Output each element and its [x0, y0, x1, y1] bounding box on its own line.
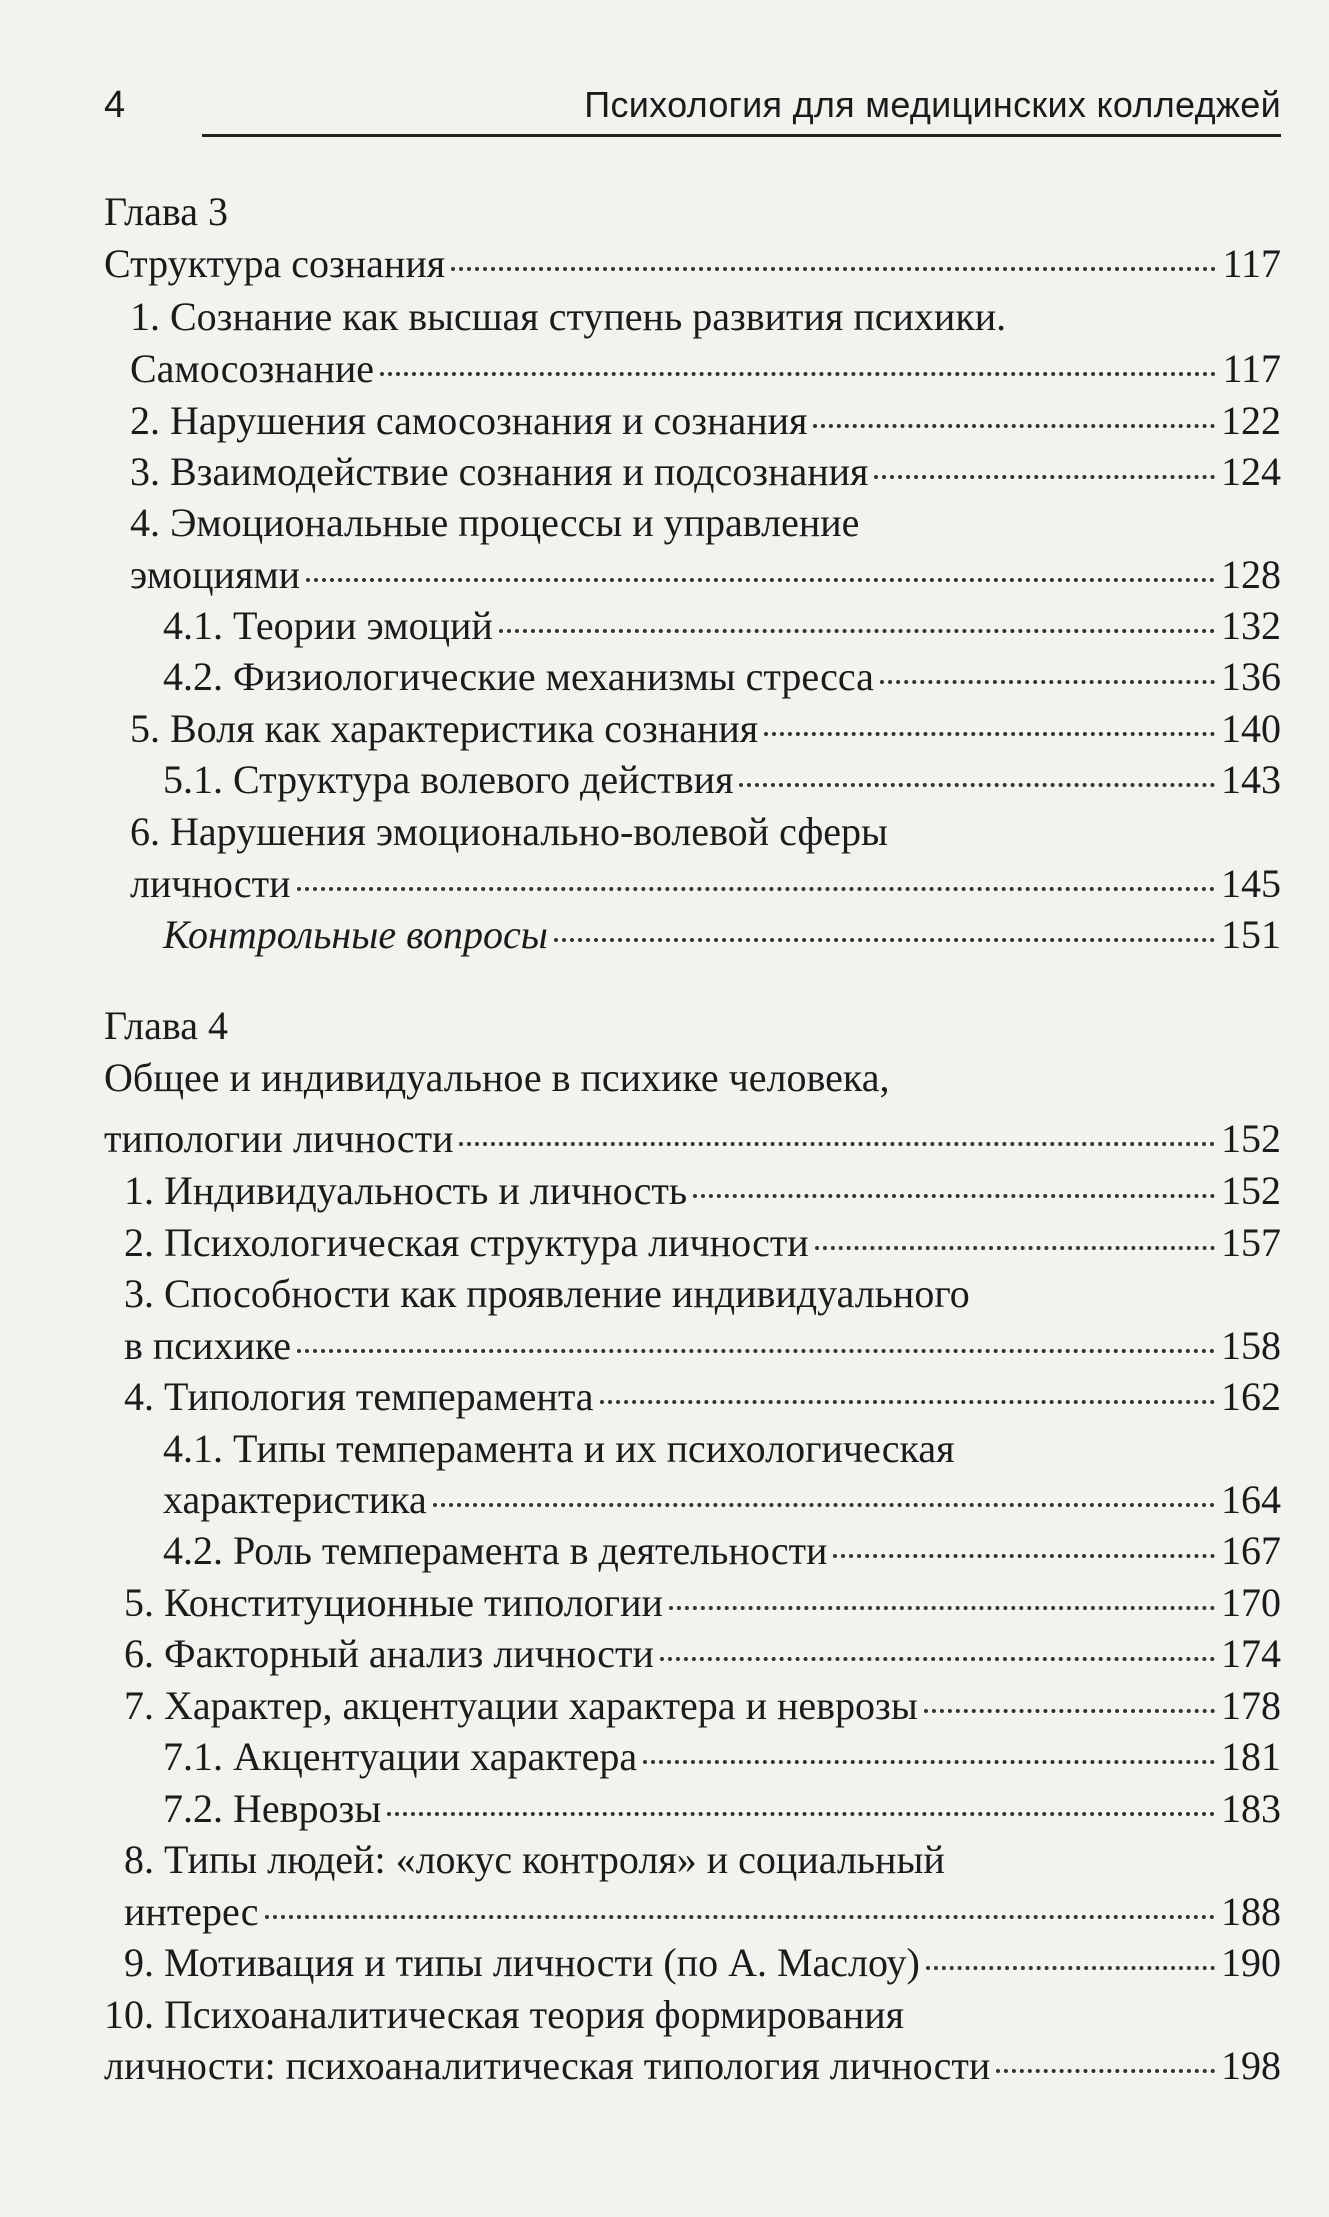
leader-dots: [660, 1657, 1215, 1661]
entry-page-number: 122: [1221, 398, 1281, 443]
page-number: 4: [104, 84, 126, 126]
running-title: Психология для медицинских колледжей: [584, 84, 1281, 125]
toc-entry-line[interactable]: 4.1. Типы темперамента и их психологическая: [163, 1426, 955, 1471]
entry-page-number: 190: [1221, 1940, 1281, 1985]
leader-dots: [880, 680, 1215, 684]
leader-dots: [926, 1966, 1215, 1970]
toc-entry[interactable]: 7.1. Акцентуации характера 181: [0, 1731, 1281, 1783]
leader-dots: [451, 267, 1216, 271]
leader-dots: [924, 1709, 1215, 1713]
entry-page-number: 164: [1221, 1477, 1281, 1522]
entry-page-number: 178: [1221, 1683, 1281, 1728]
toc-entry-line[interactable]: 6. Нарушения эмоционально-волевой сферы: [130, 809, 888, 854]
toc-entry[interactable]: 2. Нарушения самосознания и сознания 122: [0, 395, 1281, 447]
entry-page-number: 136: [1221, 654, 1281, 699]
entry-page-number: 174: [1221, 1631, 1281, 1676]
leader-dots: [764, 732, 1215, 736]
chapter-label: Глава 3: [104, 189, 228, 234]
toc-entry[interactable]: 5.1. Структура волевого действия 143: [0, 754, 1281, 806]
entry-page-number: 181: [1221, 1734, 1281, 1779]
toc-entry-line[interactable]: 1. Сознание как высшая ступень развития психики.: [130, 294, 1007, 339]
leader-dots: [380, 372, 1216, 376]
toc-entry[interactable]: личности 145: [0, 858, 1281, 910]
toc-entry[interactable]: 4. Типология темперамента 162: [0, 1371, 1281, 1423]
leader-dots: [306, 578, 1215, 582]
leader-dots: [297, 1349, 1215, 1353]
leader-dots: [833, 1554, 1215, 1558]
toc-entry[interactable]: эмоциями 128: [0, 549, 1281, 601]
leader-dots: [600, 1400, 1215, 1404]
leader-dots: [459, 1142, 1215, 1146]
leader-dots: [387, 1812, 1215, 1816]
leader-dots: [554, 938, 1215, 942]
toc-entry[interactable]: 9. Мотивация и типы личности (по А. Маслоу) 190: [0, 1937, 1281, 1989]
toc-entry[interactable]: 5. Воля как характеристика сознания 140: [0, 703, 1281, 755]
toc-entry[interactable]: 4.2. Роль темперамента в деятельности 167: [0, 1525, 1281, 1577]
entry-page-number: 158: [1221, 1323, 1281, 1368]
leader-dots: [643, 1760, 1215, 1764]
leader-dots: [815, 1246, 1215, 1250]
toc-entry[interactable]: 7.2. Неврозы 183: [0, 1783, 1281, 1835]
toc-entry[interactable]: личности: психоаналитическая типология личности 198: [0, 2040, 1281, 2092]
leader-dots: [813, 424, 1215, 428]
entry-page-number: 152: [1221, 1116, 1281, 1161]
entry-page-number: 145: [1221, 861, 1281, 906]
entry-page-number: 152: [1221, 1168, 1281, 1213]
toc-entry[interactable]: интерес 188: [0, 1886, 1281, 1938]
leader-dots: [265, 1915, 1215, 1919]
entry-page-number: 151: [1221, 912, 1281, 957]
leader-dots: [433, 1503, 1215, 1507]
toc-entry[interactable]: 6. Факторный анализ личности 174: [0, 1628, 1281, 1680]
leader-dots: [297, 887, 1215, 891]
toc-entry[interactable]: 5. Конституционные типологии 170: [0, 1577, 1281, 1629]
leader-dots: [693, 1194, 1215, 1198]
chapter-label: Глава 4: [104, 1003, 228, 1048]
leader-dots: [739, 783, 1215, 787]
entry-page-number: 198: [1221, 2043, 1281, 2088]
leader-dots: [996, 2069, 1215, 2073]
toc-entry-line[interactable]: 3. Способности как проявление индивидуального: [124, 1271, 970, 1316]
entry-page-number: 157: [1221, 1220, 1281, 1265]
entry-page-number: 117: [1222, 346, 1281, 391]
header-rule: [202, 134, 1281, 137]
toc-entry[interactable]: 4.2. Физиологические механизмы стресса 136: [0, 651, 1281, 703]
toc-entry[interactable]: Самосознание 117: [0, 343, 1281, 395]
leader-dots: [669, 1606, 1215, 1610]
toc-entry-line[interactable]: Общее и индивидуальное в психике человека,: [104, 1055, 890, 1100]
toc-entry-line[interactable]: 4. Эмоциональные процессы и управление: [130, 500, 860, 545]
entry-page-number: 183: [1221, 1786, 1281, 1831]
toc-entry[interactable]: 3. Взаимодействие сознания и подсознания 124: [0, 446, 1281, 498]
leader-dots: [499, 629, 1215, 633]
entry-page-number: 170: [1221, 1580, 1281, 1625]
toc-entry-line[interactable]: 8. Типы людей: «локус контроля» и социальный: [124, 1837, 945, 1882]
entry-page-number: 143: [1221, 757, 1281, 802]
toc-entry[interactable]: в психике 158: [0, 1320, 1281, 1372]
toc-entry-line[interactable]: 10. Психоаналитическая теория формирования: [104, 1992, 905, 2037]
toc-entry[interactable]: типологии личности 152: [0, 1113, 1281, 1165]
entry-page-number: 132: [1221, 603, 1281, 648]
leader-dots: [874, 475, 1215, 479]
entry-page-number: 128: [1221, 552, 1281, 597]
toc-entry[interactable]: характеристика 164: [0, 1474, 1281, 1526]
toc-entry[interactable]: 2. Психологическая структура личности 157: [0, 1217, 1281, 1269]
toc-entry[interactable]: Контрольные вопросы 151: [0, 909, 1281, 961]
entry-page-number: 124: [1221, 449, 1281, 494]
toc-entry[interactable]: 4.1. Теории эмоций 132: [0, 600, 1281, 652]
entry-page-number: 117: [1222, 241, 1281, 286]
entry-page-number: 140: [1221, 706, 1281, 751]
toc-entry[interactable]: 1. Индивидуальность и личность 152: [0, 1165, 1281, 1217]
entry-page-number: 188: [1221, 1889, 1281, 1934]
toc-entry[interactable]: Структура сознания 117: [0, 238, 1281, 290]
entry-page-number: 162: [1221, 1374, 1281, 1419]
toc-entry[interactable]: 7. Характер, акцентуации характера и неврозы 178: [0, 1680, 1281, 1732]
entry-page-number: 167: [1221, 1528, 1281, 1573]
